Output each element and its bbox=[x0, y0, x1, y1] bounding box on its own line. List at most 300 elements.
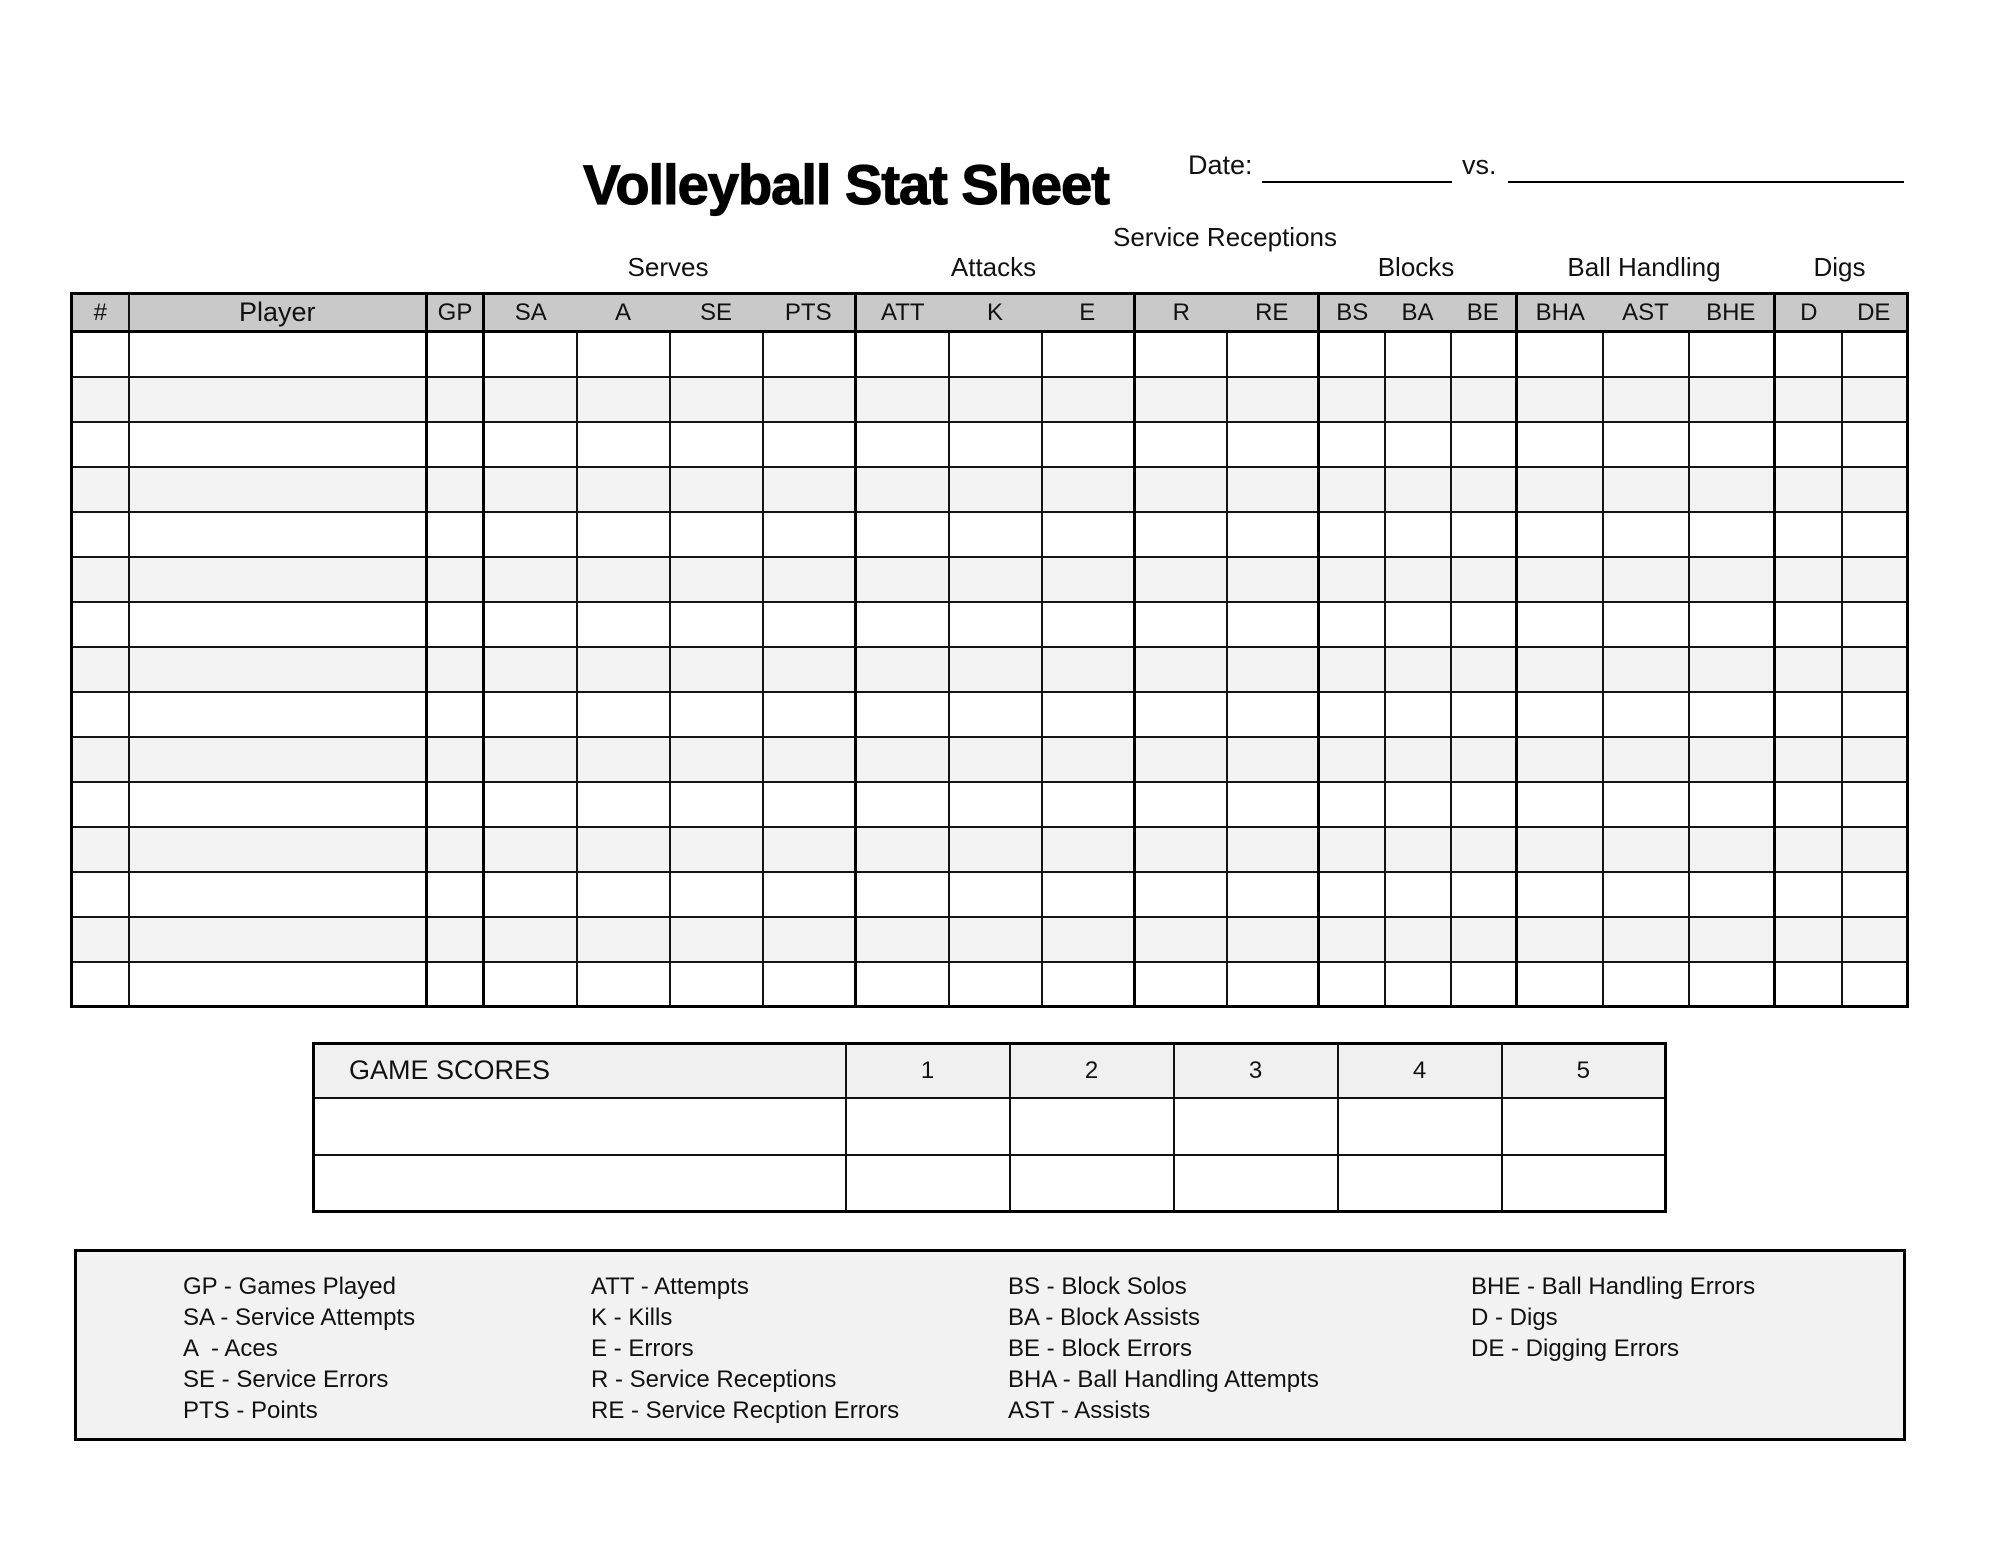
player-name-cell[interactable] bbox=[129, 647, 427, 692]
stat-cell[interactable] bbox=[1775, 782, 1842, 827]
stat-cell[interactable] bbox=[1135, 467, 1227, 512]
stat-cell[interactable] bbox=[1842, 557, 1908, 602]
stat-cell[interactable] bbox=[484, 737, 577, 782]
stat-cell[interactable] bbox=[1842, 827, 1908, 872]
stat-cell[interactable] bbox=[1842, 872, 1908, 917]
stat-cell[interactable] bbox=[949, 602, 1042, 647]
stat-cell[interactable] bbox=[72, 872, 129, 917]
stat-cell[interactable] bbox=[670, 692, 763, 737]
stat-cell[interactable] bbox=[1689, 647, 1775, 692]
stat-cell[interactable] bbox=[1842, 422, 1908, 467]
stat-cell[interactable] bbox=[577, 962, 670, 1007]
stat-cell[interactable] bbox=[577, 602, 670, 647]
stat-cell[interactable] bbox=[1689, 557, 1775, 602]
stat-cell[interactable] bbox=[1135, 647, 1227, 692]
stat-cell[interactable] bbox=[427, 692, 484, 737]
stat-cell[interactable] bbox=[484, 512, 577, 557]
stat-cell[interactable] bbox=[1517, 827, 1603, 872]
stat-cell[interactable] bbox=[1689, 917, 1775, 962]
stat-cell[interactable] bbox=[670, 332, 763, 377]
stat-cell[interactable] bbox=[484, 872, 577, 917]
stat-cell[interactable] bbox=[856, 377, 949, 422]
stat-cell[interactable] bbox=[1603, 917, 1689, 962]
stat-cell[interactable] bbox=[427, 827, 484, 872]
stat-cell[interactable] bbox=[763, 917, 856, 962]
score-cell[interactable] bbox=[1502, 1155, 1666, 1212]
stat-cell[interactable] bbox=[949, 692, 1042, 737]
stat-cell[interactable] bbox=[1042, 962, 1135, 1007]
stat-cell[interactable] bbox=[1042, 917, 1135, 962]
stat-cell[interactable] bbox=[1517, 332, 1603, 377]
stat-cell[interactable] bbox=[949, 917, 1042, 962]
stat-cell[interactable] bbox=[763, 737, 856, 782]
stat-cell[interactable] bbox=[1385, 422, 1451, 467]
stat-cell[interactable] bbox=[1319, 602, 1385, 647]
stat-cell[interactable] bbox=[1842, 692, 1908, 737]
stat-cell[interactable] bbox=[1385, 692, 1451, 737]
stat-cell[interactable] bbox=[1842, 512, 1908, 557]
stat-cell[interactable] bbox=[670, 422, 763, 467]
stat-cell[interactable] bbox=[427, 602, 484, 647]
stat-cell[interactable] bbox=[1227, 647, 1319, 692]
stat-cell[interactable] bbox=[427, 872, 484, 917]
stat-cell[interactable] bbox=[427, 332, 484, 377]
stat-cell[interactable] bbox=[1451, 377, 1517, 422]
stat-cell[interactable] bbox=[1517, 962, 1603, 1007]
stat-cell[interactable] bbox=[1603, 872, 1689, 917]
stat-cell[interactable] bbox=[577, 377, 670, 422]
stat-cell[interactable] bbox=[484, 377, 577, 422]
stat-cell[interactable] bbox=[484, 422, 577, 467]
stat-cell[interactable] bbox=[1842, 467, 1908, 512]
stat-cell[interactable] bbox=[1042, 512, 1135, 557]
stat-cell[interactable] bbox=[763, 332, 856, 377]
stat-cell[interactable] bbox=[856, 692, 949, 737]
stat-cell[interactable] bbox=[72, 557, 129, 602]
player-name-cell[interactable] bbox=[129, 377, 427, 422]
stat-cell[interactable] bbox=[484, 962, 577, 1007]
stat-cell[interactable] bbox=[577, 512, 670, 557]
stat-cell[interactable] bbox=[484, 692, 577, 737]
stat-cell[interactable] bbox=[1135, 557, 1227, 602]
stat-cell[interactable] bbox=[763, 467, 856, 512]
stat-cell[interactable] bbox=[856, 467, 949, 512]
stat-cell[interactable] bbox=[1842, 377, 1908, 422]
stat-cell[interactable] bbox=[1319, 557, 1385, 602]
stat-cell[interactable] bbox=[577, 422, 670, 467]
stat-cell[interactable] bbox=[1319, 692, 1385, 737]
stat-cell[interactable] bbox=[427, 467, 484, 512]
stat-cell[interactable] bbox=[1517, 512, 1603, 557]
stat-cell[interactable] bbox=[1385, 962, 1451, 1007]
stat-cell[interactable] bbox=[949, 332, 1042, 377]
stat-cell[interactable] bbox=[1135, 692, 1227, 737]
stat-cell[interactable] bbox=[1775, 602, 1842, 647]
stat-cell[interactable] bbox=[1319, 782, 1385, 827]
stat-cell[interactable] bbox=[1775, 422, 1842, 467]
stat-cell[interactable] bbox=[1385, 872, 1451, 917]
stat-cell[interactable] bbox=[1517, 692, 1603, 737]
stat-cell[interactable] bbox=[1451, 332, 1517, 377]
stat-cell[interactable] bbox=[1227, 512, 1319, 557]
stat-cell[interactable] bbox=[1689, 692, 1775, 737]
stat-cell[interactable] bbox=[856, 782, 949, 827]
stat-cell[interactable] bbox=[1603, 332, 1689, 377]
stat-cell[interactable] bbox=[427, 782, 484, 827]
stat-cell[interactable] bbox=[1042, 557, 1135, 602]
stat-cell[interactable] bbox=[1319, 422, 1385, 467]
stat-cell[interactable] bbox=[1775, 647, 1842, 692]
stat-cell[interactable] bbox=[763, 512, 856, 557]
stat-cell[interactable] bbox=[1775, 872, 1842, 917]
player-name-cell[interactable] bbox=[129, 782, 427, 827]
stat-cell[interactable] bbox=[1451, 827, 1517, 872]
stat-cell[interactable] bbox=[1842, 782, 1908, 827]
stat-cell[interactable] bbox=[1689, 332, 1775, 377]
player-name-cell[interactable] bbox=[129, 737, 427, 782]
stat-cell[interactable] bbox=[1319, 872, 1385, 917]
stat-cell[interactable] bbox=[1319, 827, 1385, 872]
stat-cell[interactable] bbox=[1517, 467, 1603, 512]
stat-cell[interactable] bbox=[484, 782, 577, 827]
stat-cell[interactable] bbox=[1517, 602, 1603, 647]
score-cell[interactable] bbox=[1174, 1098, 1338, 1155]
stat-cell[interactable] bbox=[856, 602, 949, 647]
stat-cell[interactable] bbox=[72, 737, 129, 782]
player-name-cell[interactable] bbox=[129, 602, 427, 647]
stat-cell[interactable] bbox=[763, 377, 856, 422]
stat-cell[interactable] bbox=[1451, 782, 1517, 827]
stat-cell[interactable] bbox=[856, 332, 949, 377]
stat-cell[interactable] bbox=[1689, 827, 1775, 872]
stat-cell[interactable] bbox=[670, 467, 763, 512]
stat-cell[interactable] bbox=[1227, 377, 1319, 422]
stat-cell[interactable] bbox=[1775, 827, 1842, 872]
stat-cell[interactable] bbox=[1451, 692, 1517, 737]
player-name-cell[interactable] bbox=[129, 872, 427, 917]
stat-cell[interactable] bbox=[763, 962, 856, 1007]
stat-cell[interactable] bbox=[484, 467, 577, 512]
player-name-cell[interactable] bbox=[129, 827, 427, 872]
stat-cell[interactable] bbox=[1042, 872, 1135, 917]
stat-cell[interactable] bbox=[1517, 782, 1603, 827]
stat-cell[interactable] bbox=[1042, 827, 1135, 872]
stat-cell[interactable] bbox=[763, 602, 856, 647]
stat-cell[interactable] bbox=[1135, 872, 1227, 917]
player-name-cell[interactable] bbox=[129, 962, 427, 1007]
stat-cell[interactable] bbox=[1689, 737, 1775, 782]
score-cell[interactable] bbox=[1338, 1098, 1502, 1155]
stat-cell[interactable] bbox=[1385, 737, 1451, 782]
stat-cell[interactable] bbox=[1451, 917, 1517, 962]
stat-cell[interactable] bbox=[1775, 332, 1842, 377]
stat-cell[interactable] bbox=[1135, 422, 1227, 467]
stat-cell[interactable] bbox=[1385, 602, 1451, 647]
stat-cell[interactable] bbox=[670, 962, 763, 1007]
player-name-cell[interactable] bbox=[129, 332, 427, 377]
stat-cell[interactable] bbox=[577, 872, 670, 917]
stat-cell[interactable] bbox=[1385, 512, 1451, 557]
stat-cell[interactable] bbox=[1451, 422, 1517, 467]
stat-cell[interactable] bbox=[1689, 962, 1775, 1007]
stat-cell[interactable] bbox=[670, 917, 763, 962]
stat-cell[interactable] bbox=[1603, 422, 1689, 467]
player-name-cell[interactable] bbox=[129, 692, 427, 737]
stat-cell[interactable] bbox=[1842, 917, 1908, 962]
stat-cell[interactable] bbox=[1603, 962, 1689, 1007]
stat-cell[interactable] bbox=[1042, 467, 1135, 512]
stat-cell[interactable] bbox=[1842, 962, 1908, 1007]
stat-cell[interactable] bbox=[577, 332, 670, 377]
stat-cell[interactable] bbox=[72, 827, 129, 872]
stat-cell[interactable] bbox=[1385, 782, 1451, 827]
stat-cell[interactable] bbox=[1227, 602, 1319, 647]
player-name-cell[interactable] bbox=[129, 917, 427, 962]
stat-cell[interactable] bbox=[763, 692, 856, 737]
stat-cell[interactable] bbox=[1689, 602, 1775, 647]
stat-cell[interactable] bbox=[72, 962, 129, 1007]
stat-cell[interactable] bbox=[949, 782, 1042, 827]
stat-cell[interactable] bbox=[1451, 647, 1517, 692]
stat-cell[interactable] bbox=[1842, 647, 1908, 692]
stat-cell[interactable] bbox=[72, 512, 129, 557]
stat-cell[interactable] bbox=[484, 647, 577, 692]
stat-cell[interactable] bbox=[856, 962, 949, 1007]
stat-cell[interactable] bbox=[1135, 512, 1227, 557]
stat-cell[interactable] bbox=[1451, 872, 1517, 917]
stat-cell[interactable] bbox=[1227, 737, 1319, 782]
stat-cell[interactable] bbox=[1603, 737, 1689, 782]
stat-cell[interactable] bbox=[72, 782, 129, 827]
stat-cell[interactable] bbox=[1135, 377, 1227, 422]
stat-cell[interactable] bbox=[1451, 557, 1517, 602]
stat-cell[interactable] bbox=[72, 332, 129, 377]
stat-cell[interactable] bbox=[72, 917, 129, 962]
player-name-cell[interactable] bbox=[129, 467, 427, 512]
player-name-cell[interactable] bbox=[129, 557, 427, 602]
stat-cell[interactable] bbox=[856, 647, 949, 692]
stat-cell[interactable] bbox=[1385, 557, 1451, 602]
stat-cell[interactable] bbox=[1603, 377, 1689, 422]
stat-cell[interactable] bbox=[72, 692, 129, 737]
stat-cell[interactable] bbox=[1517, 422, 1603, 467]
stat-cell[interactable] bbox=[949, 422, 1042, 467]
stat-cell[interactable] bbox=[1517, 737, 1603, 782]
stat-cell[interactable] bbox=[1775, 377, 1842, 422]
stat-cell[interactable] bbox=[1227, 422, 1319, 467]
stat-cell[interactable] bbox=[1227, 962, 1319, 1007]
stat-cell[interactable] bbox=[1689, 377, 1775, 422]
stat-cell[interactable] bbox=[856, 557, 949, 602]
stat-cell[interactable] bbox=[856, 512, 949, 557]
stat-cell[interactable] bbox=[1385, 647, 1451, 692]
stat-cell[interactable] bbox=[427, 422, 484, 467]
stat-cell[interactable] bbox=[427, 917, 484, 962]
stat-cell[interactable] bbox=[763, 827, 856, 872]
stat-cell[interactable] bbox=[577, 737, 670, 782]
stat-cell[interactable] bbox=[1517, 647, 1603, 692]
stat-cell[interactable] bbox=[1603, 602, 1689, 647]
stat-cell[interactable] bbox=[949, 377, 1042, 422]
stat-cell[interactable] bbox=[1135, 602, 1227, 647]
stat-cell[interactable] bbox=[1775, 917, 1842, 962]
stat-cell[interactable] bbox=[1842, 332, 1908, 377]
stat-cell[interactable] bbox=[1689, 422, 1775, 467]
stat-cell[interactable] bbox=[670, 782, 763, 827]
stat-cell[interactable] bbox=[1517, 917, 1603, 962]
stat-cell[interactable] bbox=[856, 737, 949, 782]
stat-cell[interactable] bbox=[72, 647, 129, 692]
stat-cell[interactable] bbox=[427, 737, 484, 782]
stat-cell[interactable] bbox=[1227, 827, 1319, 872]
stat-cell[interactable] bbox=[1689, 782, 1775, 827]
stat-cell[interactable] bbox=[484, 827, 577, 872]
score-cell[interactable] bbox=[1010, 1155, 1174, 1212]
stat-cell[interactable] bbox=[670, 737, 763, 782]
stat-cell[interactable] bbox=[1135, 782, 1227, 827]
stat-cell[interactable] bbox=[1042, 422, 1135, 467]
stat-cell[interactable] bbox=[72, 602, 129, 647]
stat-cell[interactable] bbox=[72, 467, 129, 512]
team-name-cell[interactable] bbox=[314, 1098, 846, 1155]
stat-cell[interactable] bbox=[670, 647, 763, 692]
stat-cell[interactable] bbox=[856, 827, 949, 872]
stat-cell[interactable] bbox=[1042, 692, 1135, 737]
player-name-cell[interactable] bbox=[129, 512, 427, 557]
stat-cell[interactable] bbox=[577, 782, 670, 827]
stat-cell[interactable] bbox=[484, 557, 577, 602]
stat-cell[interactable] bbox=[72, 377, 129, 422]
stat-cell[interactable] bbox=[1603, 827, 1689, 872]
stat-cell[interactable] bbox=[949, 872, 1042, 917]
stat-cell[interactable] bbox=[763, 647, 856, 692]
stat-cell[interactable] bbox=[949, 557, 1042, 602]
stat-cell[interactable] bbox=[1227, 467, 1319, 512]
stat-cell[interactable] bbox=[1451, 962, 1517, 1007]
stat-cell[interactable] bbox=[1842, 602, 1908, 647]
stat-cell[interactable] bbox=[670, 557, 763, 602]
stat-cell[interactable] bbox=[484, 917, 577, 962]
stat-cell[interactable] bbox=[1385, 827, 1451, 872]
player-name-cell[interactable] bbox=[129, 422, 427, 467]
stat-cell[interactable] bbox=[949, 827, 1042, 872]
stat-cell[interactable] bbox=[427, 557, 484, 602]
stat-cell[interactable] bbox=[1319, 512, 1385, 557]
stat-cell[interactable] bbox=[1042, 332, 1135, 377]
stat-cell[interactable] bbox=[1775, 512, 1842, 557]
stat-cell[interactable] bbox=[1385, 377, 1451, 422]
stat-cell[interactable] bbox=[1689, 467, 1775, 512]
stat-cell[interactable] bbox=[577, 647, 670, 692]
stat-cell[interactable] bbox=[1451, 467, 1517, 512]
stat-cell[interactable] bbox=[577, 467, 670, 512]
stat-cell[interactable] bbox=[856, 422, 949, 467]
stat-cell[interactable] bbox=[763, 422, 856, 467]
stat-cell[interactable] bbox=[1227, 917, 1319, 962]
stat-cell[interactable] bbox=[1603, 782, 1689, 827]
stat-cell[interactable] bbox=[1227, 332, 1319, 377]
stat-cell[interactable] bbox=[670, 827, 763, 872]
score-cell[interactable] bbox=[1502, 1098, 1666, 1155]
stat-cell[interactable] bbox=[1319, 377, 1385, 422]
stat-cell[interactable] bbox=[1135, 737, 1227, 782]
stat-cell[interactable] bbox=[1775, 737, 1842, 782]
stat-cell[interactable] bbox=[1775, 692, 1842, 737]
stat-cell[interactable] bbox=[1042, 737, 1135, 782]
stat-cell[interactable] bbox=[1042, 602, 1135, 647]
stat-cell[interactable] bbox=[1603, 467, 1689, 512]
stat-cell[interactable] bbox=[856, 872, 949, 917]
stat-cell[interactable] bbox=[1319, 962, 1385, 1007]
stat-cell[interactable] bbox=[1135, 332, 1227, 377]
stat-cell[interactable] bbox=[949, 962, 1042, 1007]
stat-cell[interactable] bbox=[1319, 917, 1385, 962]
stat-cell[interactable] bbox=[763, 557, 856, 602]
stat-cell[interactable] bbox=[1451, 602, 1517, 647]
stat-cell[interactable] bbox=[1517, 557, 1603, 602]
stat-cell[interactable] bbox=[1775, 557, 1842, 602]
stat-cell[interactable] bbox=[856, 917, 949, 962]
stat-cell[interactable] bbox=[1319, 332, 1385, 377]
stat-cell[interactable] bbox=[1042, 377, 1135, 422]
stat-cell[interactable] bbox=[1451, 737, 1517, 782]
stat-cell[interactable] bbox=[72, 422, 129, 467]
stat-cell[interactable] bbox=[1042, 647, 1135, 692]
stat-cell[interactable] bbox=[1603, 512, 1689, 557]
score-cell[interactable] bbox=[1174, 1155, 1338, 1212]
stat-cell[interactable] bbox=[1042, 782, 1135, 827]
team-name-cell[interactable] bbox=[314, 1155, 846, 1212]
stat-cell[interactable] bbox=[427, 647, 484, 692]
stat-cell[interactable] bbox=[1319, 647, 1385, 692]
stat-cell[interactable] bbox=[1517, 377, 1603, 422]
stat-cell[interactable] bbox=[1603, 692, 1689, 737]
stat-cell[interactable] bbox=[949, 512, 1042, 557]
score-cell[interactable] bbox=[846, 1155, 1010, 1212]
stat-cell[interactable] bbox=[1385, 332, 1451, 377]
stat-cell[interactable] bbox=[670, 872, 763, 917]
stat-cell[interactable] bbox=[427, 377, 484, 422]
stat-cell[interactable] bbox=[1689, 872, 1775, 917]
stat-cell[interactable] bbox=[949, 647, 1042, 692]
stat-cell[interactable] bbox=[670, 377, 763, 422]
stat-cell[interactable] bbox=[427, 962, 484, 1007]
stat-cell[interactable] bbox=[577, 692, 670, 737]
stat-cell[interactable] bbox=[577, 827, 670, 872]
stat-cell[interactable] bbox=[1227, 872, 1319, 917]
stat-cell[interactable] bbox=[949, 467, 1042, 512]
stat-cell[interactable] bbox=[1135, 962, 1227, 1007]
stat-cell[interactable] bbox=[1385, 917, 1451, 962]
stat-cell[interactable] bbox=[949, 737, 1042, 782]
score-cell[interactable] bbox=[846, 1098, 1010, 1155]
stat-cell[interactable] bbox=[1135, 827, 1227, 872]
stat-cell[interactable] bbox=[763, 782, 856, 827]
stat-cell[interactable] bbox=[1319, 737, 1385, 782]
score-cell[interactable] bbox=[1010, 1098, 1174, 1155]
score-cell[interactable] bbox=[1338, 1155, 1502, 1212]
stat-cell[interactable] bbox=[577, 917, 670, 962]
stat-cell[interactable] bbox=[763, 872, 856, 917]
stat-cell[interactable] bbox=[1451, 512, 1517, 557]
stat-cell[interactable] bbox=[1135, 917, 1227, 962]
stat-cell[interactable] bbox=[1603, 557, 1689, 602]
stat-cell[interactable] bbox=[1775, 962, 1842, 1007]
stat-cell[interactable] bbox=[1227, 782, 1319, 827]
stat-cell[interactable] bbox=[670, 602, 763, 647]
stat-cell[interactable] bbox=[1319, 467, 1385, 512]
stat-cell[interactable] bbox=[1842, 737, 1908, 782]
